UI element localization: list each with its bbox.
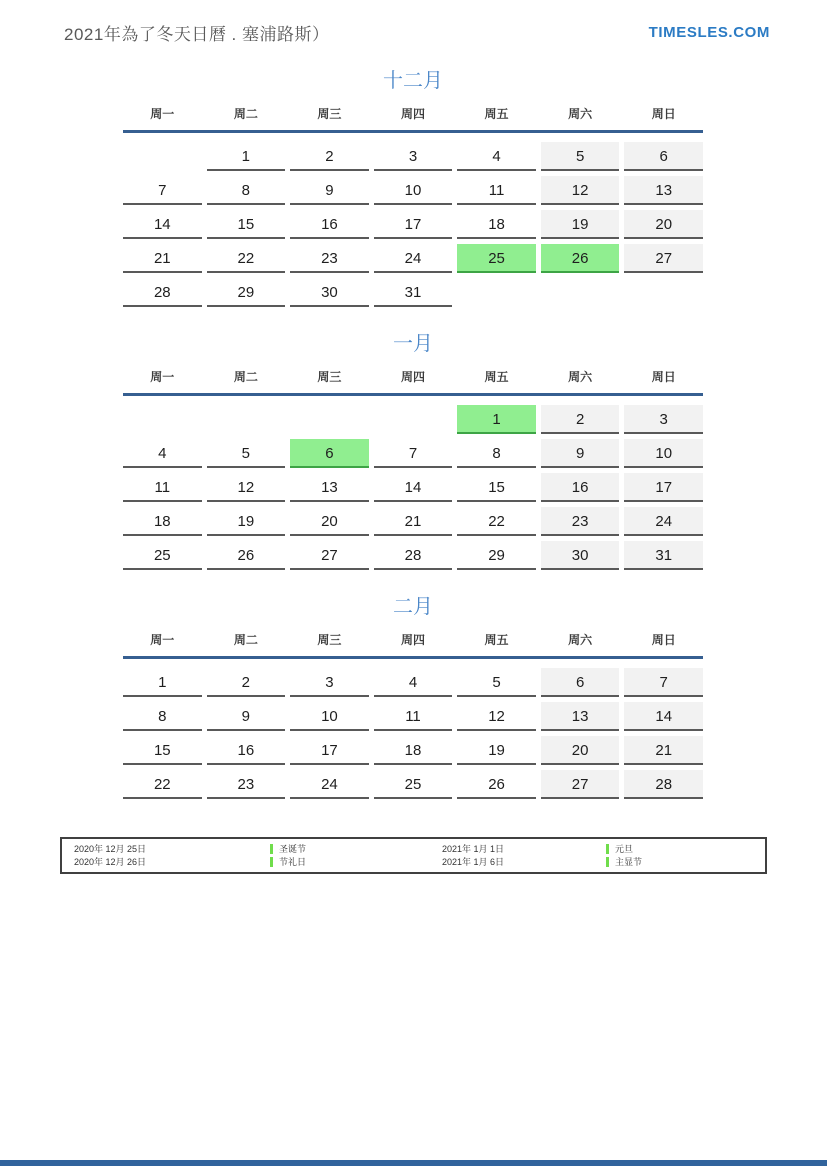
day-cell: 18 (457, 210, 536, 239)
day-cell: 3 (290, 668, 369, 697)
day-cell: 11 (374, 702, 453, 731)
day-cell: 20 (290, 507, 369, 536)
day-cell: 12 (541, 176, 620, 205)
day-cell: 6 (541, 668, 620, 697)
day-cell: 2 (541, 405, 620, 434)
day-cell: 1 (457, 405, 536, 434)
week-row (123, 244, 703, 273)
weekday-label: 周日 (651, 633, 676, 647)
day-cell: 27 (290, 541, 369, 570)
day-cell: 19 (457, 736, 536, 765)
week-row (123, 473, 703, 502)
legend-holiday-name: 圣诞节 (279, 843, 307, 854)
day-cell: 24 (624, 507, 703, 536)
day-cell: 7 (123, 176, 202, 205)
weekday-label: 周日 (651, 107, 676, 121)
day-cell: 26 (457, 770, 536, 799)
holiday-marker-icon (606, 857, 609, 867)
day-cell: 6 (290, 439, 369, 468)
week-row (123, 278, 703, 307)
month-section-2 (123, 596, 703, 799)
page-title: 2021年為了冬天日曆 . 塞浦路斯） (64, 25, 330, 44)
day-cell: 25 (123, 541, 202, 570)
day-cell: 8 (457, 439, 536, 468)
week-row (123, 770, 703, 799)
day-cell: 9 (541, 439, 620, 468)
week-row (123, 541, 703, 570)
holiday-marker-icon (270, 844, 273, 854)
legend-date: 2020年 12月 25日 (74, 843, 147, 854)
day-cell: 12 (207, 473, 286, 502)
day-cell: 28 (374, 541, 453, 570)
day-cell: 22 (207, 244, 286, 273)
day-cell: 20 (624, 210, 703, 239)
day-cell: 2 (290, 142, 369, 171)
legend-dates-column (74, 843, 270, 869)
day-cell: 18 (374, 736, 453, 765)
day-cell: 30 (290, 278, 369, 307)
legend-entry (270, 856, 442, 869)
empty-cell (207, 405, 286, 434)
day-cell: 26 (207, 541, 286, 570)
day-cell: 15 (123, 736, 202, 765)
day-cell: 22 (457, 507, 536, 536)
day-cell: 28 (123, 278, 202, 307)
day-cell: 9 (207, 702, 286, 731)
empty-cell (374, 405, 453, 434)
legend-date: 2021年 1月 1日 (442, 843, 505, 854)
day-cell: 29 (207, 278, 286, 307)
weekday-label: 周四 (400, 370, 425, 384)
weekday-label: 周二 (233, 633, 258, 647)
weekday-label: 周三 (317, 370, 342, 384)
day-cell: 18 (123, 507, 202, 536)
week-row (123, 668, 703, 697)
day-cell: 23 (207, 770, 286, 799)
month-section-1 (123, 333, 703, 570)
header-divider (123, 393, 703, 396)
legend-entry (606, 856, 765, 869)
empty-cell (123, 142, 202, 171)
day-cell: 10 (624, 439, 703, 468)
week-row (123, 439, 703, 468)
day-cell: 21 (624, 736, 703, 765)
day-cell: 14 (624, 702, 703, 731)
weekday-header (123, 368, 703, 393)
day-cell: 8 (123, 702, 202, 731)
day-cell: 31 (624, 541, 703, 570)
weekday-label: 周三 (317, 107, 342, 121)
day-cell: 21 (123, 244, 202, 273)
day-cell: 14 (374, 473, 453, 502)
legend-box (60, 837, 767, 874)
day-cell: 27 (624, 244, 703, 273)
day-cell: 24 (290, 770, 369, 799)
day-cell: 27 (541, 770, 620, 799)
weekday-label: 周六 (568, 633, 593, 647)
day-cell: 30 (541, 541, 620, 570)
week-row (123, 507, 703, 536)
day-cell: 6 (624, 142, 703, 171)
footer-bar (0, 1160, 827, 1166)
day-cell: 25 (457, 244, 536, 273)
header-divider (123, 656, 703, 659)
month-title: 十二月 (383, 70, 443, 92)
weekday-label: 周六 (568, 107, 593, 121)
brand-link[interactable]: TIMESLES.COM (648, 24, 770, 41)
week-row (123, 736, 703, 765)
legend-entry (270, 843, 442, 856)
day-cell: 26 (541, 244, 620, 273)
day-cell: 9 (290, 176, 369, 205)
day-cell: 28 (624, 770, 703, 799)
legend-names-column (270, 843, 442, 869)
weekday-label: 周四 (400, 633, 425, 647)
day-cell: 3 (624, 405, 703, 434)
empty-cell (541, 278, 620, 307)
month-title: 二月 (393, 596, 433, 618)
weekday-label: 周三 (317, 633, 342, 647)
day-cell: 10 (374, 176, 453, 205)
week-row (123, 210, 703, 239)
day-cell: 7 (374, 439, 453, 468)
day-cell: 11 (123, 473, 202, 502)
day-cell: 24 (374, 244, 453, 273)
weekday-label: 周一 (150, 370, 175, 384)
weekday-label: 周五 (484, 370, 509, 384)
day-cell: 4 (457, 142, 536, 171)
day-cell: 11 (457, 176, 536, 205)
legend-entry (606, 843, 765, 856)
day-cell: 7 (624, 668, 703, 697)
empty-cell (290, 405, 369, 434)
legend-dates-column (442, 843, 606, 869)
month-section-0 (123, 70, 703, 307)
weekday-label: 周四 (400, 107, 425, 121)
weekday-label: 周二 (233, 370, 258, 384)
holiday-marker-icon (270, 857, 273, 867)
week-row (123, 176, 703, 205)
week-row (123, 142, 703, 171)
day-cell: 17 (624, 473, 703, 502)
weekday-label: 周六 (568, 370, 593, 384)
day-cell: 5 (541, 142, 620, 171)
weekday-label: 周五 (484, 633, 509, 647)
day-cell: 15 (457, 473, 536, 502)
legend-holiday-name: 节礼日 (279, 856, 307, 867)
day-cell: 23 (290, 244, 369, 273)
day-cell: 16 (207, 736, 286, 765)
day-cell: 1 (207, 142, 286, 171)
day-cell: 13 (624, 176, 703, 205)
day-cell: 16 (541, 473, 620, 502)
empty-cell (123, 405, 202, 434)
day-cell: 14 (123, 210, 202, 239)
day-cell: 5 (207, 439, 286, 468)
day-cell: 19 (207, 507, 286, 536)
day-cell: 10 (290, 702, 369, 731)
holiday-marker-icon (606, 844, 609, 854)
weekday-label: 周一 (150, 107, 175, 121)
day-cell: 17 (374, 210, 453, 239)
day-cell: 4 (123, 439, 202, 468)
day-cell: 25 (374, 770, 453, 799)
month-title: 一月 (393, 333, 433, 355)
legend-holiday-name: 主显节 (615, 856, 643, 867)
months-container (123, 70, 703, 825)
weekday-label: 周一 (150, 633, 175, 647)
day-cell: 13 (290, 473, 369, 502)
day-cell: 16 (290, 210, 369, 239)
day-cell: 4 (374, 668, 453, 697)
week-row (123, 405, 703, 434)
day-cell: 19 (541, 210, 620, 239)
legend-date: 2021年 1月 6日 (442, 856, 505, 867)
legend-date: 2020年 12月 26日 (74, 856, 147, 867)
empty-cell (624, 278, 703, 307)
day-cell: 31 (374, 278, 453, 307)
weekday-label: 周五 (484, 107, 509, 121)
weekday-label: 周日 (651, 370, 676, 384)
day-cell: 1 (123, 668, 202, 697)
day-cell: 12 (457, 702, 536, 731)
weekday-label: 周二 (233, 107, 258, 121)
day-cell: 13 (541, 702, 620, 731)
weekday-header (123, 105, 703, 130)
day-cell: 15 (207, 210, 286, 239)
day-cell: 17 (290, 736, 369, 765)
header-divider (123, 130, 703, 133)
day-cell: 20 (541, 736, 620, 765)
day-cell: 23 (541, 507, 620, 536)
empty-cell (457, 278, 536, 307)
legend-holiday-name: 元旦 (615, 843, 634, 854)
day-cell: 22 (123, 770, 202, 799)
day-cell: 3 (374, 142, 453, 171)
day-cell: 21 (374, 507, 453, 536)
day-cell: 5 (457, 668, 536, 697)
day-cell: 29 (457, 541, 536, 570)
week-row (123, 702, 703, 731)
legend-names-column (606, 843, 765, 869)
day-cell: 8 (207, 176, 286, 205)
day-cell: 2 (207, 668, 286, 697)
weekday-header (123, 631, 703, 656)
